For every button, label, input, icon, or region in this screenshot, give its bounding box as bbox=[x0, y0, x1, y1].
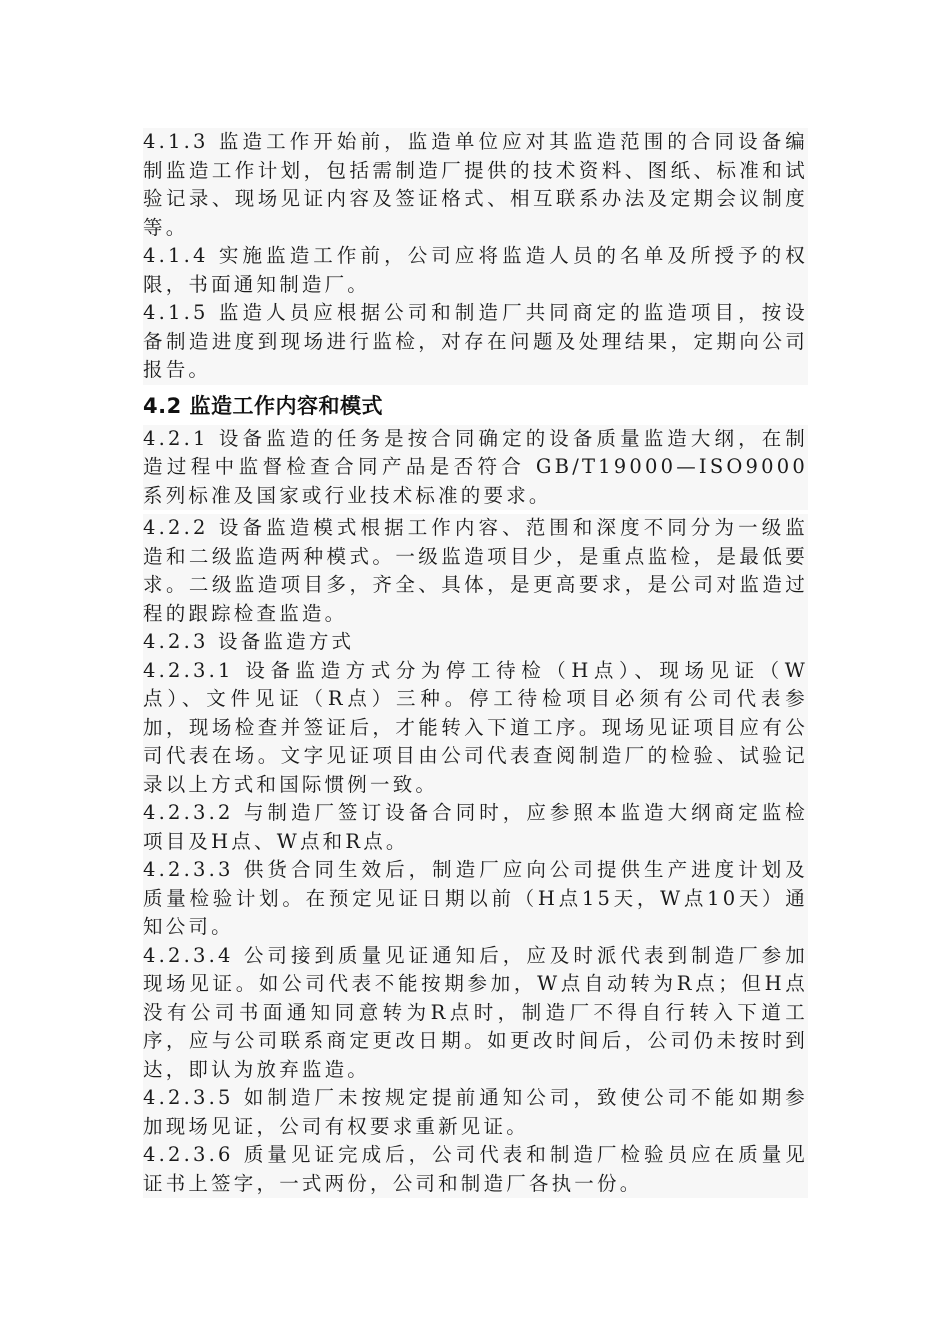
paragraph-4-2-1: 4.2.1 设备监造的任务是按合同确定的设备质量监造大纲，在制造过程中监督检查合同产品是否符合 GB/T19000—ISO9000 系列标准及国家或行业技术标准的要求。 bbox=[143, 425, 808, 511]
paragraph-4-2-3-5: 4.2.3.5 如制造厂未按规定提前通知公司，致使公司不能如期参加现场见证，公司有权要求重新见证。 bbox=[143, 1084, 808, 1141]
section-heading-4-2: 4.2 监造工作内容和模式 bbox=[143, 393, 384, 418]
paragraph-4-2-3-4: 4.2.3.4 公司接到质量见证通知后，应及时派代表到制造厂参加现场见证。如公司代表不能按期参加，W点自动转为R点；但H点没有公司书面通知同意转为R点时，制造厂不得自行转入下道工序，应与公司联系商定更改日期。如更改时间后，公司仍未按时到达，即认为放弃监造。 bbox=[143, 942, 808, 1085]
document-page bbox=[143, 128, 808, 1198]
paragraph-4-1-3: 4.1.3 监造工作开始前，监造单位应对其监造范围的合同设备编制监造工作计划，包括需制造厂提供的技术资料、图纸、标准和试验记录、现场见证内容及签证格式、相互联系办法及定期会议制度等。 bbox=[143, 128, 808, 242]
paragraph-4-2-3-1: 4.2.3.1 设备监造方式分为停工待检（H点）、现场见证（W点）、文件见证（R点）三种。停工待检项目必须有公司代表参加，现场检查并签证后，才能转入下道工序。现场见证项目应有公司代表在场。文字见证项目由公司代表查阅制造厂的检验、试验记录以上方式和国际惯例一致。 bbox=[143, 657, 808, 800]
paragraph-4-2-2: 4.2.2 设备监造模式根据工作内容、范围和深度不同分为一级监造和二级监造两种模式。一级监造项目少，是重点监检，是最低要求。二级监造项目多，齐全、具体，是更高要求，是公司对监造过程的跟踪检查监造。 bbox=[143, 514, 808, 628]
paragraph-4-2-3-2: 4.2.3.2 与制造厂签订设备合同时，应参照本监造大纲商定监检项目及H点、W点和R点。 bbox=[143, 799, 808, 856]
paragraph-4-2-3-3: 4.2.3.3 供货合同生效后，制造厂应向公司提供生产进度计划及质量检验计划。在预定见证日期以前（H点15天，W点10天）通知公司。 bbox=[143, 856, 808, 942]
paragraph-4-1-5: 4.1.5 监造人员应根据公司和制造厂共同商定的监造项目，按设备制造进度到现场进行监检，对存在问题及处理结果，定期向公司报告。 bbox=[143, 299, 808, 385]
paragraph-4-2-3-6: 4.2.3.6 质量见证完成后，公司代表和制造厂检验员应在质量见证书上签字，一式两份，公司和制造厂各执一份。 bbox=[143, 1141, 808, 1198]
paragraph-4-1-4: 4.1.4 实施监造工作前，公司应将监造人员的名单及所授予的权限，书面通知制造厂。 bbox=[143, 242, 808, 299]
paragraph-4-2-3: 4.2.3 设备监造方式 bbox=[143, 628, 808, 657]
